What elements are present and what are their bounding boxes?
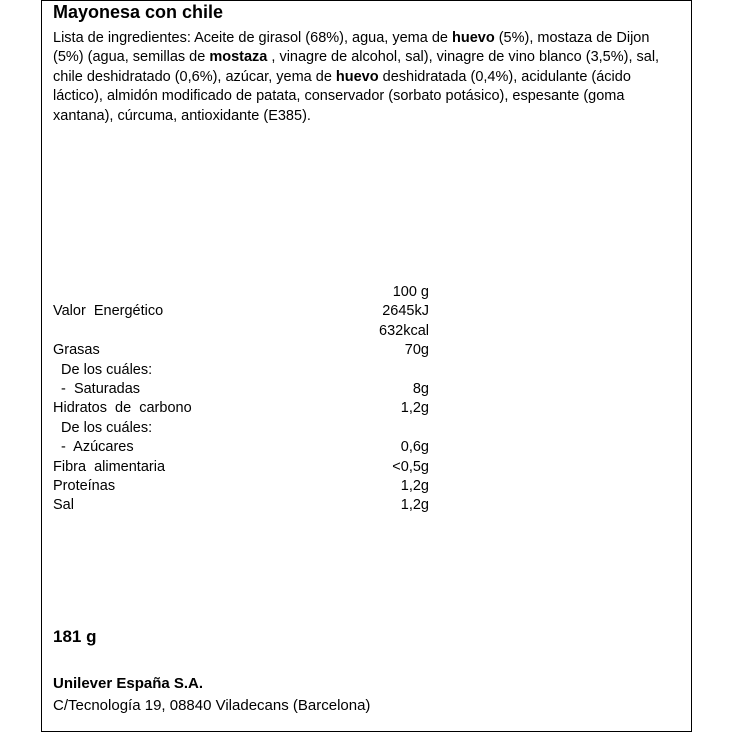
ingredients-text [53,29,673,126]
nutrition-value: 1,2g [400,400,429,417]
nutrition-value: 1,2g [400,478,429,494]
nutrition-value: <0,5g [392,458,429,475]
manufacturer-address: C/Tecnología 19, 08840 Viladecans (Barcelona) [53,697,371,714]
ingredient-text: , vinagre de alcohol, sal), vinagre de vino blanco (3,5%), sal, chile deshidratado (0,6%), azúcar, yema de [53,49,660,85]
nutrition-label: Sal [53,497,74,514]
nutrition-label: Valor Energético [53,303,164,320]
allergen-text: huevo [335,68,379,85]
nutrition-label: De los cuáles: [53,361,153,378]
nutrition-value: 8g [412,381,429,397]
allergen-text: huevo [452,30,495,46]
nutrition-label: Fibra alimentaria [53,458,166,475]
nutrition-label: De los cuáles: [53,419,153,436]
nutrition-value: 632kcal [379,322,429,339]
nutrition-value: 70g [404,342,429,359]
nutrition-label: Proteínas [53,478,116,494]
nutrition-label: Hidratos de carbono [53,400,192,417]
nutrition-value: 2645kJ [382,303,429,320]
net-weight: 181 g [53,627,97,646]
allergen-text: mostaza [209,49,268,66]
manufacturer-name: Unilever España S.A. [53,675,204,692]
ingredient-text: (5%), mostaza de Dijon (5%) (agua, semillas de [53,30,650,66]
ingredient-text: Lista de ingredientes: Aceite de girasol (68%), agua, yema de [53,30,452,46]
nutrition-label: - Saturadas [53,381,141,397]
product-title: Mayonesa con chile [53,2,224,22]
nutrition-label: - Azúcares [53,439,134,456]
ingredient-text: deshidratada (0,4%), acidulante (ácido láctico), almidón modificado de patata, conservador (sorbato potásico), espesante (goma xantana), cúrcuma, antioxidante (E385). [53,68,631,124]
nutrition-value: 1,2g [400,497,429,514]
nutrition-label: Grasas [53,342,100,359]
nutrition-header: 100 g [392,284,429,300]
label-frame-top [41,0,692,1]
nutrition-value: 0,6g [400,439,429,456]
